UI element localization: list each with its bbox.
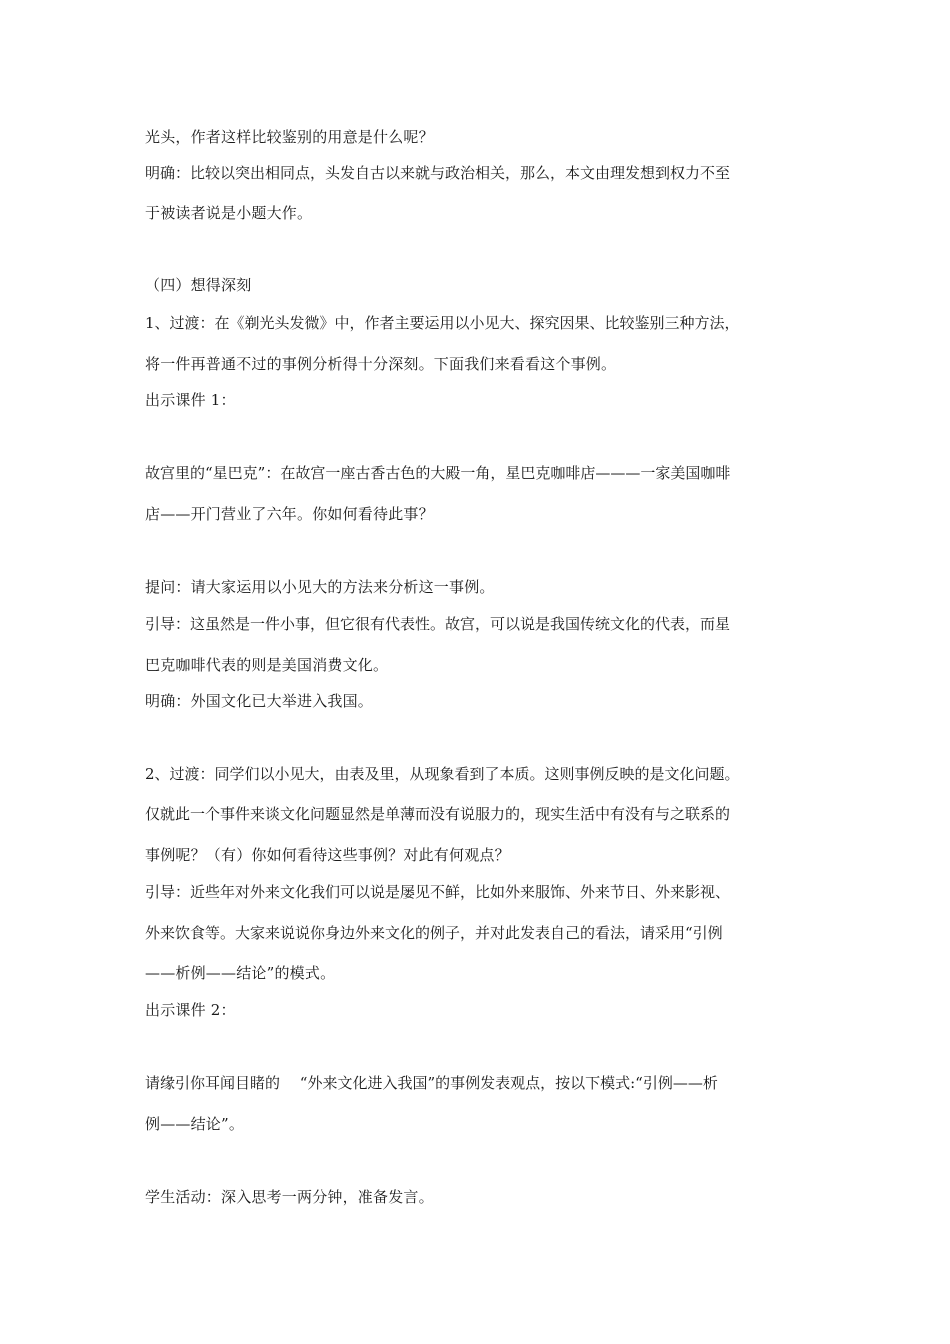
paragraph-line: 仅就此一个事件来谈文化问题显然是单薄而没有说服力的，现实生活中有没有与之联系的 xyxy=(145,805,731,823)
paragraph-line: 提问：请大家运用以小见大的方法来分析这一事例。 xyxy=(145,578,495,596)
paragraph-line: 请缘引你耳闻目睹的 “外来文化进入我国”的事例发表观点，按以下模式:“引例——析 xyxy=(145,1074,718,1092)
paragraph-line: 店——开门营业了六年。你如何看待此事？ xyxy=(145,505,434,523)
paragraph-line: 2、过渡：同学们以小见大，由表及里，从现象看到了本质。这则事例反映的是文化问题。 xyxy=(145,765,740,783)
paragraph-line: 事例呢？（有）你如何看待这些事例？对此有何观点？ xyxy=(145,846,510,864)
paragraph-line: 出示课件 2： xyxy=(145,1001,236,1019)
paragraph-line: 外来饮食等。大家来说说你身边外来文化的例子，并对此发表自己的看法，请采用“引例 xyxy=(145,924,723,942)
paragraph-line: 引导：这虽然是一件小事，但它很有代表性。故宫，可以说是我国传统文化的代表，而星 xyxy=(145,615,731,633)
paragraph-line: 1、过渡：在《剃光头发微》中，作者主要运用以小见大、探究因果、比较鉴别三种方法， xyxy=(145,314,740,332)
paragraph-line: 于被读者说是小题大作。 xyxy=(145,204,313,222)
paragraph-line: 明确：比较以突出相同点，头发自古以来就与政治相关，那么，本文由理发想到权力不至 xyxy=(145,164,731,182)
paragraph-line: 出示课件 1： xyxy=(145,391,236,409)
paragraph-line: ——析例——结论”的模式。 xyxy=(145,964,336,982)
paragraph-line: 巴克咖啡代表的则是美国消费文化。 xyxy=(145,656,389,674)
paragraph-line: 引导：近些年对外来文化我们可以说是屡见不鲜，比如外来服饰、外来节日、外来影视、 xyxy=(145,883,731,901)
paragraph-line: 光头，作者这样比较鉴别的用意是什么呢？ xyxy=(145,128,434,146)
paragraph-line: 故宫里的“星巴克”：在故宫一座古香古色的大殿一角，星巴克咖啡店———一家美国咖啡 xyxy=(145,464,731,482)
paragraph-line: 例——结论”。 xyxy=(145,1115,245,1133)
section-heading: （四）想得深刻 xyxy=(145,276,252,294)
paragraph-line: 将一件再普通不过的事例分析得十分深刻。下面我们来看看这个事例。 xyxy=(145,355,617,373)
paragraph-line: 明确：外国文化已大举进入我国。 xyxy=(145,692,374,710)
paragraph-line: 学生活动：深入思考一两分钟，准备发言。 xyxy=(145,1188,434,1206)
